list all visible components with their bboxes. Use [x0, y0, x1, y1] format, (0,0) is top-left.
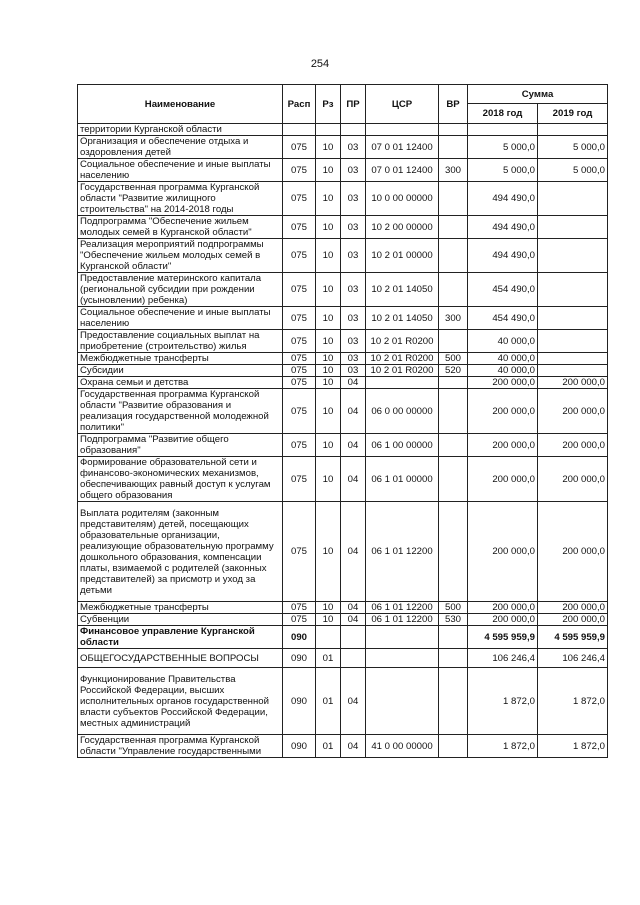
row-name: Государственная программа Курганской области "Управление государственными: [78, 735, 283, 758]
table-row: [78, 434, 608, 457]
row-name: Государственная программа Курганской области "Развитие жилищного строительства" на 2014-2018 годы: [78, 182, 283, 216]
row-vr: [439, 735, 468, 758]
row-name: Социальное обеспечение и иные выплаты населению: [78, 159, 283, 182]
row-rasp: 075: [283, 216, 316, 239]
row-rz: 10: [316, 365, 341, 377]
header-vr: ВР: [439, 85, 468, 124]
row-name: Социальное обеспечение и иные выплаты населению: [78, 307, 283, 330]
row-name: Формирование образовательной сети и финансово-экономических механизмов, обеспечивающих равный доступ к услугам общего образования: [78, 457, 283, 502]
row-csr: 10 2 01 R0200: [366, 365, 439, 377]
row-sum-2019: [538, 330, 608, 353]
row-rz: 10: [316, 434, 341, 457]
table-row: [78, 307, 608, 330]
table-row: [78, 353, 608, 365]
row-rz: 10: [316, 457, 341, 502]
row-csr: [366, 649, 439, 668]
row-pr: 03: [341, 182, 366, 216]
row-pr: 04: [341, 502, 366, 602]
header-year-2019: 2019 год: [538, 104, 608, 124]
row-sum-2019: 5 000,0: [538, 159, 608, 182]
row-csr: 10 2 01 R0200: [366, 330, 439, 353]
row-rasp: 075: [283, 159, 316, 182]
row-vr: 500: [439, 353, 468, 365]
row-sum-2019: 106 246,4: [538, 649, 608, 668]
row-pr: [341, 626, 366, 649]
row-vr: [439, 136, 468, 159]
row-sum-2018: 106 246,4: [468, 649, 538, 668]
header-csr: ЦСР: [366, 85, 439, 124]
table-row: [78, 502, 608, 602]
row-sum-2018: 40 000,0: [468, 330, 538, 353]
row-pr: 03: [341, 216, 366, 239]
row-csr: [366, 626, 439, 649]
row-vr: 520: [439, 365, 468, 377]
row-rasp: 075: [283, 307, 316, 330]
table-row: [78, 216, 608, 239]
row-rz: 10: [316, 307, 341, 330]
table-row: [78, 614, 608, 626]
row-rz: 01: [316, 649, 341, 668]
row-name: Охрана семьи и детства: [78, 377, 283, 389]
row-csr: 10 0 00 00000: [366, 182, 439, 216]
row-vr: [439, 389, 468, 434]
row-pr: 03: [341, 239, 366, 273]
row-vr: [439, 377, 468, 389]
row-sum-2019: [538, 365, 608, 377]
table-row: [78, 273, 608, 307]
row-pr: 03: [341, 307, 366, 330]
row-pr: 04: [341, 602, 366, 614]
row-rz: 10: [316, 502, 341, 602]
row-rasp: 075: [283, 614, 316, 626]
row-sum-2019: 200 000,0: [538, 602, 608, 614]
row-sum-2019: [538, 182, 608, 216]
row-sum-2018: 5 000,0: [468, 159, 538, 182]
budget-table: [77, 84, 608, 758]
row-sum-2018: 1 872,0: [468, 735, 538, 758]
row-rz: 10: [316, 377, 341, 389]
table-row: [78, 649, 608, 668]
row-sum-2019: 4 595 959,9: [538, 626, 608, 649]
row-csr: 10 2 01 00000: [366, 239, 439, 273]
row-name: Предоставление материнского капитала (региональной субсидии при рождении (усыновлении) ребенка): [78, 273, 283, 307]
row-name: Подпрограмма "Обеспечение жильем молодых семей в Курганской области": [78, 216, 283, 239]
row-pr: 03: [341, 330, 366, 353]
row-sum-2018: 200 000,0: [468, 377, 538, 389]
row-rasp: 090: [283, 649, 316, 668]
row-sum-2019: 1 872,0: [538, 735, 608, 758]
row-rasp: 075: [283, 365, 316, 377]
row-vr: [439, 216, 468, 239]
row-rz: 10: [316, 330, 341, 353]
header-pr: ПР: [341, 85, 366, 124]
row-name: Финансовое управление Курганской области: [78, 626, 283, 649]
row-vr: 530: [439, 614, 468, 626]
row-csr: 06 1 01 12200: [366, 614, 439, 626]
row-sum-2018: 200 000,0: [468, 434, 538, 457]
row-name: Межбюджетные трансферты: [78, 353, 283, 365]
row-sum-2019: 1 872,0: [538, 668, 608, 735]
row-sum-2018: 454 490,0: [468, 273, 538, 307]
continuation-text: территории Курганской области: [78, 124, 283, 136]
row-pr: 04: [341, 614, 366, 626]
row-sum-2018: 494 490,0: [468, 182, 538, 216]
row-csr: 07 0 01 12400: [366, 136, 439, 159]
row-rasp: 075: [283, 434, 316, 457]
row-pr: 04: [341, 434, 366, 457]
row-vr: 300: [439, 307, 468, 330]
row-pr: 04: [341, 377, 366, 389]
header-rasp: Расп: [283, 85, 316, 124]
row-sum-2018: 200 000,0: [468, 389, 538, 434]
row-csr: 07 0 01 12400: [366, 159, 439, 182]
table-row: [78, 602, 608, 614]
row-rz: [316, 626, 341, 649]
table-row: [78, 457, 608, 502]
header-sum: Сумма: [468, 85, 608, 104]
row-vr: [439, 502, 468, 602]
row-sum-2019: [538, 353, 608, 365]
row-sum-2018: 200 000,0: [468, 602, 538, 614]
row-sum-2019: [538, 273, 608, 307]
row-rz: 10: [316, 239, 341, 273]
row-sum-2018: 494 490,0: [468, 239, 538, 273]
row-pr: 04: [341, 457, 366, 502]
row-csr: 41 0 00 00000: [366, 735, 439, 758]
row-rz: 10: [316, 216, 341, 239]
table-row: [78, 626, 608, 649]
row-csr: 06 0 00 00000: [366, 389, 439, 434]
row-rasp: 075: [283, 330, 316, 353]
row-pr: 04: [341, 389, 366, 434]
row-name: Функционирование Правительства Российской Федерации, высших исполнительных органов государственной власти субъектов Российской Федерации, местных администраций: [78, 668, 283, 735]
row-pr: 03: [341, 136, 366, 159]
row-csr: [366, 377, 439, 389]
row-sum-2019: [538, 307, 608, 330]
row-vr: [439, 239, 468, 273]
row-vr: [439, 649, 468, 668]
row-rz: 01: [316, 668, 341, 735]
row-rasp: 090: [283, 626, 316, 649]
row-sum-2018: 40 000,0: [468, 365, 538, 377]
row-csr: 10 2 01 14050: [366, 307, 439, 330]
row-rz: 10: [316, 389, 341, 434]
row-sum-2018: 40 000,0: [468, 353, 538, 365]
table-row: [78, 668, 608, 735]
header-name: Наименование: [78, 85, 283, 124]
row-rasp: 075: [283, 377, 316, 389]
row-sum-2019: 5 000,0: [538, 136, 608, 159]
row-sum-2018: 200 000,0: [468, 502, 538, 602]
row-sum-2019: 200 000,0: [538, 502, 608, 602]
row-sum-2018: 200 000,0: [468, 614, 538, 626]
row-rasp: 075: [283, 239, 316, 273]
row-csr: [366, 668, 439, 735]
row-rasp: 075: [283, 353, 316, 365]
row-rasp: 075: [283, 457, 316, 502]
row-sum-2018: 4 595 959,9: [468, 626, 538, 649]
row-name: Подпрограмма "Развитие общего образования": [78, 434, 283, 457]
row-rz: 10: [316, 614, 341, 626]
row-rz: 01: [316, 735, 341, 758]
row-rz: 10: [316, 273, 341, 307]
row-pr: 03: [341, 273, 366, 307]
row-sum-2018: 494 490,0: [468, 216, 538, 239]
row-rasp: 075: [283, 389, 316, 434]
row-pr: 03: [341, 353, 366, 365]
row-name: Реализация мероприятий подпрограммы "Обеспечение жильем молодых семей в Курганской области": [78, 239, 283, 273]
row-csr: 10 2 00 00000: [366, 216, 439, 239]
row-vr: [439, 434, 468, 457]
row-vr: 300: [439, 159, 468, 182]
header-year-2018: 2018 год: [468, 104, 538, 124]
table-row: [78, 182, 608, 216]
row-name: Предоставление социальных выплат на приобретение (строительство) жилья: [78, 330, 283, 353]
row-rz: 10: [316, 602, 341, 614]
row-rz: 10: [316, 353, 341, 365]
row-rasp: 075: [283, 136, 316, 159]
row-rasp: 075: [283, 502, 316, 602]
table-row: [78, 365, 608, 377]
row-name: Государственная программа Курганской области "Развитие образования и реализация государственной молодежной политики": [78, 389, 283, 434]
row-vr: [439, 182, 468, 216]
row-rasp: 075: [283, 602, 316, 614]
row-csr: 06 1 00 00000: [366, 434, 439, 457]
row-name: Субвенции: [78, 614, 283, 626]
row-vr: [439, 457, 468, 502]
row-pr: [341, 649, 366, 668]
row-sum-2019: 200 000,0: [538, 614, 608, 626]
table-row: [78, 159, 608, 182]
page-number: 254: [310, 58, 330, 70]
row-rasp: 075: [283, 273, 316, 307]
row-csr: 06 1 01 12200: [366, 502, 439, 602]
row-pr: 04: [341, 735, 366, 758]
table-row: [78, 735, 608, 758]
row-name: Организация и обеспечение отдыха и оздоровления детей: [78, 136, 283, 159]
row-sum-2019: 200 000,0: [538, 457, 608, 502]
row-csr: 10 2 01 14050: [366, 273, 439, 307]
table-row: [78, 136, 608, 159]
table-row: [78, 377, 608, 389]
row-csr: 06 1 01 00000: [366, 457, 439, 502]
table-row: [78, 389, 608, 434]
row-sum-2018: 1 872,0: [468, 668, 538, 735]
table-row: [78, 239, 608, 273]
row-pr: 04: [341, 668, 366, 735]
row-sum-2018: 200 000,0: [468, 457, 538, 502]
row-rasp: 090: [283, 735, 316, 758]
row-vr: [439, 626, 468, 649]
row-name: Субсидии: [78, 365, 283, 377]
row-pr: 03: [341, 365, 366, 377]
row-csr: 06 1 01 12200: [366, 602, 439, 614]
row-rasp: 075: [283, 182, 316, 216]
row-pr: 03: [341, 159, 366, 182]
row-name: ОБЩЕГОСУДАРСТВЕННЫЕ ВОПРОСЫ: [78, 649, 283, 668]
row-csr: 10 2 01 R0200: [366, 353, 439, 365]
row-rz: 10: [316, 182, 341, 216]
row-sum-2019: [538, 239, 608, 273]
row-sum-2018: 454 490,0: [468, 307, 538, 330]
row-vr: [439, 668, 468, 735]
row-rasp: 090: [283, 668, 316, 735]
row-sum-2019: 200 000,0: [538, 377, 608, 389]
row-vr: [439, 330, 468, 353]
header-rz: Рз: [316, 85, 341, 124]
row-rz: 10: [316, 136, 341, 159]
row-sum-2019: [538, 216, 608, 239]
row-vr: [439, 273, 468, 307]
row-rz: 10: [316, 159, 341, 182]
row-name: Межбюджетные трансферты: [78, 602, 283, 614]
table-row: [78, 330, 608, 353]
row-sum-2019: 200 000,0: [538, 434, 608, 457]
row-vr: 500: [439, 602, 468, 614]
row-sum-2018: 5 000,0: [468, 136, 538, 159]
row-name: Выплата родителям (законным представителям) детей, посещающих образовательные организации, реализующие образовательную программу дошкольного образования, компенсации платы, взимаемой с родителей (законных представителей) за присмотр и уход за детьми: [78, 502, 283, 602]
row-sum-2019: 200 000,0: [538, 389, 608, 434]
